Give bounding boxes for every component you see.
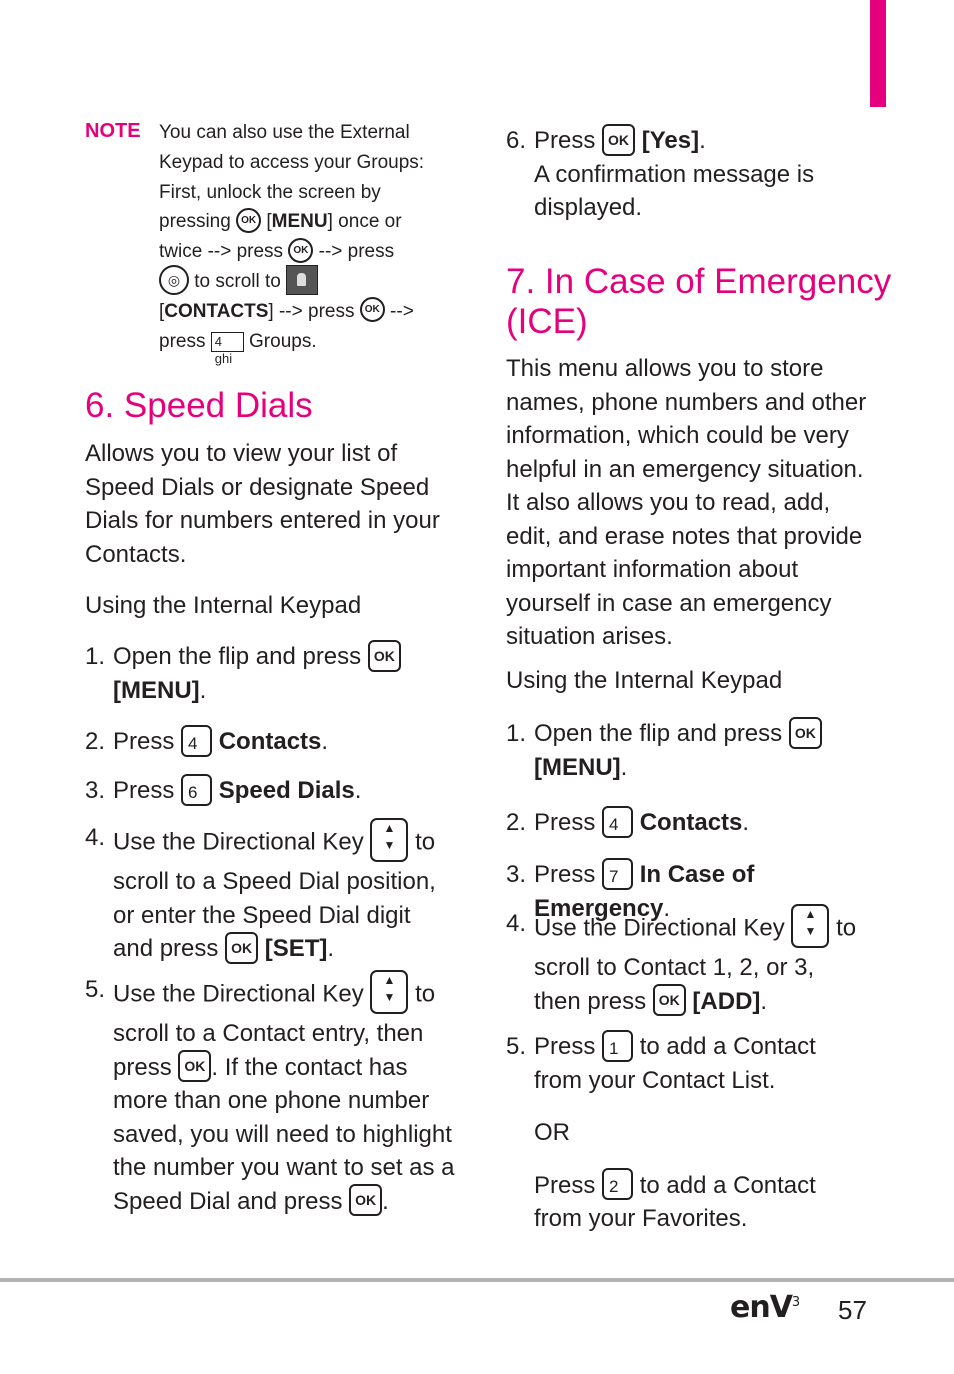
- ok-key-icon: OK: [789, 717, 822, 749]
- ok-key-icon: OK: [368, 640, 401, 672]
- ice-heading: 7. In Case of Emergency (ICE): [506, 262, 892, 341]
- note-line: pressing OK [MENU] once or: [159, 207, 459, 237]
- page-number: 57: [838, 1295, 867, 1325]
- ok-key-icon: OK: [178, 1050, 211, 1082]
- key-7-icon: 7: [602, 858, 633, 890]
- enV3-logo: enV$^3$: [730, 1290, 800, 1325]
- directional-key-icon: ▲ ▼: [370, 970, 408, 1014]
- note-line: twice --> press OK --> press: [159, 237, 459, 267]
- directional-key-icon: ▲ ▼: [370, 818, 408, 862]
- note-label: NOTE: [85, 120, 141, 142]
- ok-key-icon: OK: [360, 297, 385, 322]
- key-4-icon: 4: [181, 725, 212, 757]
- note-text: [159, 118, 459, 366]
- key-4ghi-icon: 4 ghi: [211, 332, 244, 352]
- navigation-key-icon: ◎: [159, 265, 189, 295]
- ok-key-icon: OK: [349, 1184, 382, 1216]
- key-2-icon: 2: [602, 1168, 633, 1200]
- ok-key-icon: OK: [653, 984, 686, 1016]
- directional-key-icon: ▲ ▼: [791, 904, 829, 948]
- ice-subheading: Using the Internal Keypad: [506, 667, 783, 694]
- section-tab-marker: [870, 0, 886, 107]
- speed-dials-intro: Allows you to view your list of Speed Dials or designate Speed Dials for numbers entered in your Contacts.: [85, 440, 440, 568]
- note-line: [CONTACTS] --> press OK -->: [159, 297, 459, 327]
- speed-dials-subheading: Using the Internal Keypad: [85, 592, 362, 619]
- ok-key-icon: OK: [602, 124, 635, 156]
- contacts-icon: [286, 265, 318, 295]
- note-line: Keypad to access your Groups:: [159, 151, 425, 173]
- note-line: press 4 ghi Groups.: [159, 330, 317, 366]
- ok-key-icon: OK: [225, 932, 258, 964]
- footer-rule: [0, 1278, 954, 1282]
- key-6-icon: 6: [181, 774, 212, 806]
- key-1-icon: 1: [602, 1030, 633, 1062]
- key-4-icon: 4: [602, 806, 633, 838]
- ice-intro: This menu allows you to store names, phone numbers and other information, which could be very helpful in an emergency situation. It also allows you to read, add, edit, and erase notes that provide important information about yourself in case an emergency situation arises.: [506, 355, 867, 650]
- ok-key-icon: OK: [236, 208, 261, 233]
- speed-dials-heading: 6. Speed Dials: [85, 386, 313, 425]
- note-line: First, unlock the screen by: [159, 181, 381, 203]
- note-line: ◎ to scroll to: [159, 267, 459, 297]
- note-line: You can also use the External: [159, 122, 410, 143]
- ok-key-icon: OK: [288, 238, 313, 263]
